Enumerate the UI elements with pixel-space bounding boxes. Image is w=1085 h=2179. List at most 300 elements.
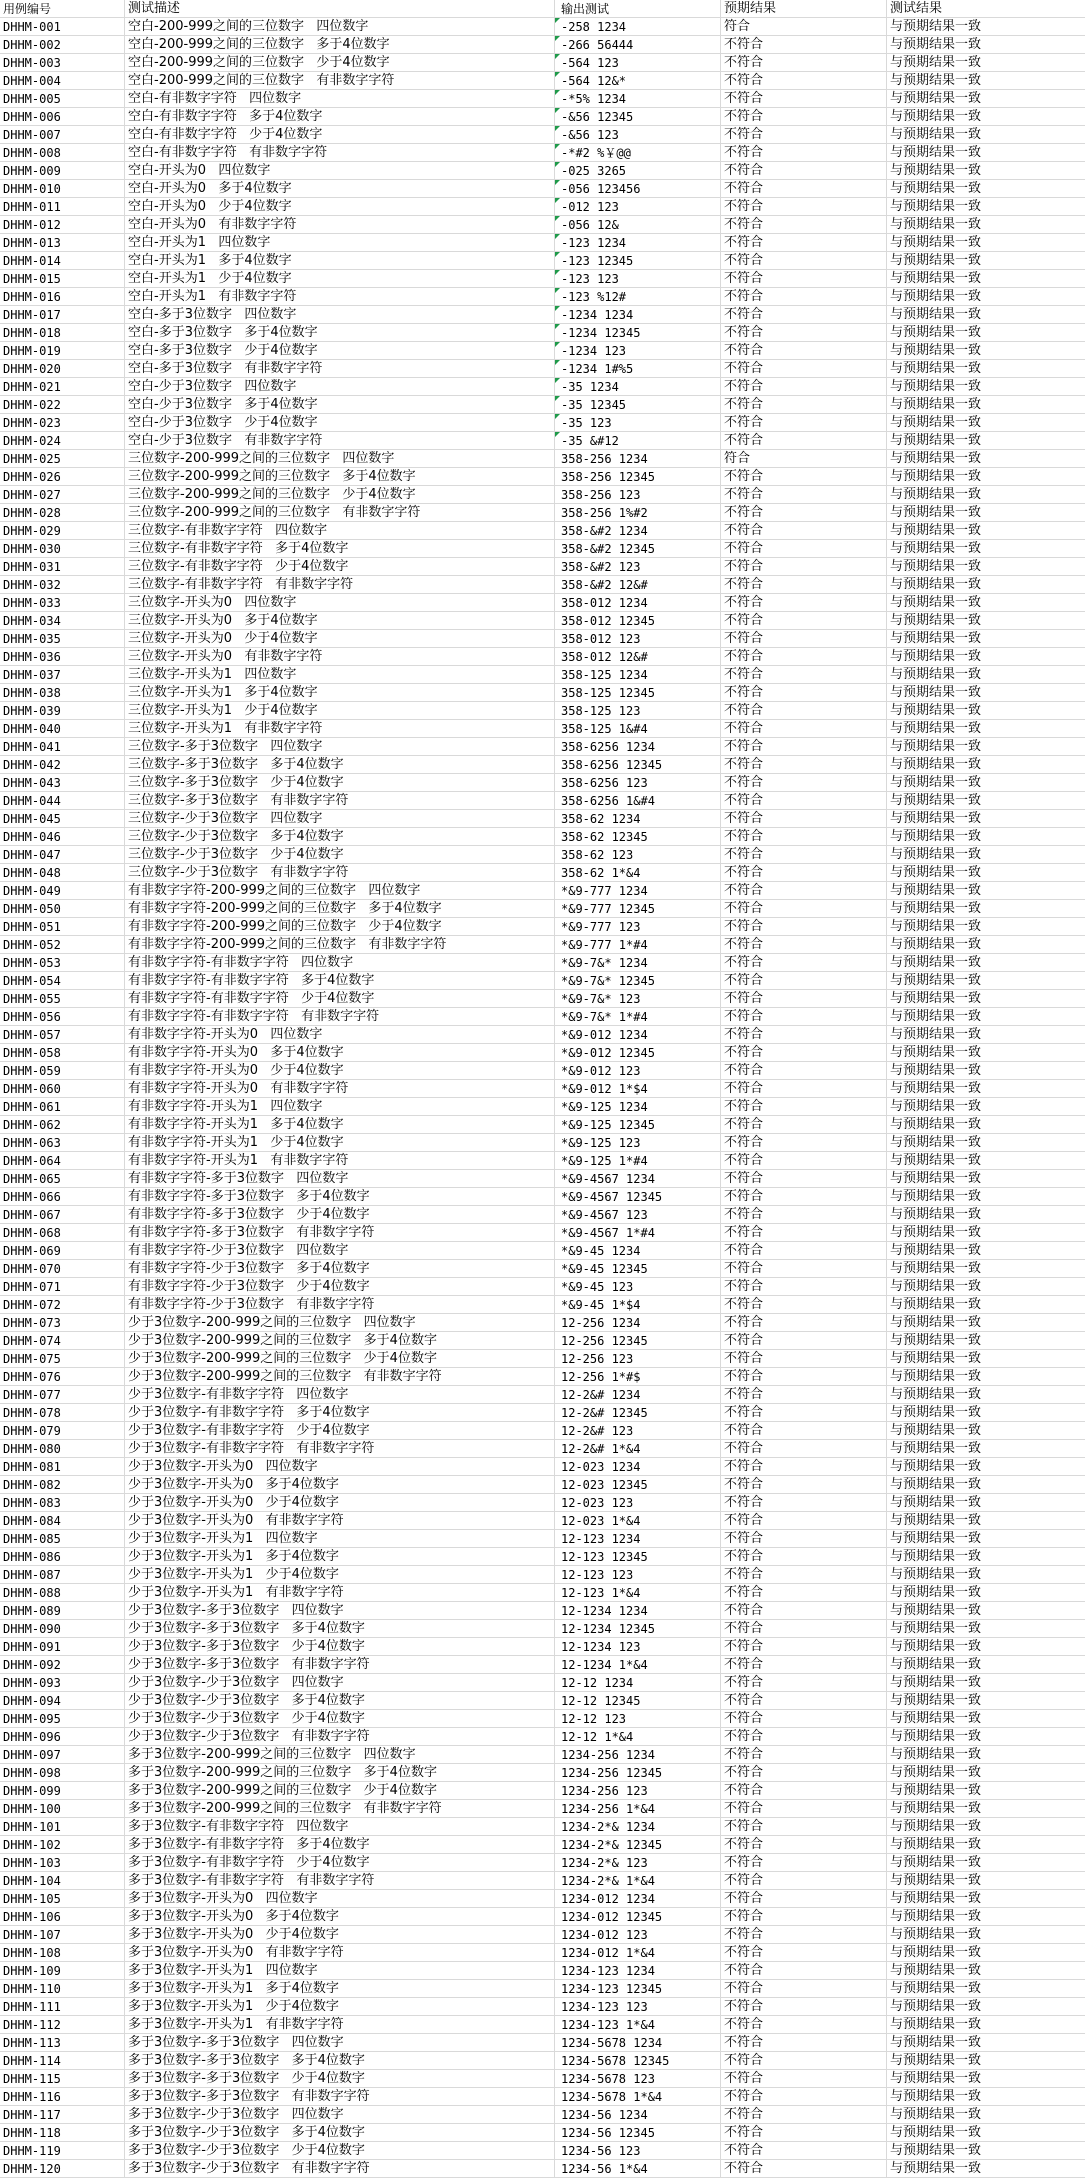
cell-expected[interactable] (721, 756, 887, 773)
cell-expected[interactable] (721, 864, 887, 881)
cell-expected[interactable] (721, 216, 887, 233)
cell-desc[interactable] (125, 1350, 555, 1367)
cell-desc[interactable] (125, 234, 555, 251)
cell-result[interactable] (887, 180, 1085, 197)
cell-result[interactable] (887, 1602, 1085, 1619)
cell-expected[interactable] (721, 1008, 887, 1025)
cell-desc[interactable] (125, 1692, 555, 1709)
cell-expected[interactable] (721, 108, 887, 125)
cell-result[interactable] (887, 1800, 1085, 1817)
cell-result[interactable] (887, 1908, 1085, 1925)
cell-expected[interactable] (721, 288, 887, 305)
cell-result[interactable] (887, 594, 1085, 611)
cell-input[interactable] (555, 684, 721, 701)
cell-expected[interactable] (721, 1116, 887, 1133)
cell-input[interactable] (555, 252, 721, 269)
cell-id[interactable] (0, 1908, 125, 1925)
cell-id[interactable] (0, 1656, 125, 1673)
cell-desc[interactable] (125, 1242, 555, 1259)
cell-id[interactable] (0, 972, 125, 989)
cell-desc[interactable] (125, 1548, 555, 1565)
cell-input[interactable] (555, 1386, 721, 1403)
cell-expected[interactable] (721, 1908, 887, 1925)
cell-desc[interactable] (125, 756, 555, 773)
cell-result[interactable] (887, 1476, 1085, 1493)
cell-result[interactable] (887, 1386, 1085, 1403)
cell-expected[interactable] (721, 1080, 887, 1097)
cell-input[interactable] (555, 774, 721, 791)
cell-result[interactable] (887, 900, 1085, 917)
cell-result[interactable] (887, 1872, 1085, 1889)
cell-id[interactable] (0, 414, 125, 431)
cell-id[interactable] (0, 234, 125, 251)
cell-desc[interactable] (125, 1746, 555, 1763)
cell-id[interactable] (0, 378, 125, 395)
cell-expected[interactable] (721, 360, 887, 377)
cell-expected[interactable] (721, 1566, 887, 1583)
cell-desc[interactable] (125, 1098, 555, 1115)
cell-expected[interactable] (721, 1044, 887, 1061)
cell-expected[interactable] (721, 1242, 887, 1259)
cell-id[interactable] (0, 1134, 125, 1151)
cell-result[interactable] (887, 1944, 1085, 1961)
cell-input[interactable] (555, 1188, 721, 1205)
cell-expected[interactable] (721, 306, 887, 323)
cell-id[interactable] (0, 1854, 125, 1871)
cell-result[interactable] (887, 1854, 1085, 1871)
cell-id[interactable] (0, 1260, 125, 1277)
cell-input[interactable] (555, 288, 721, 305)
cell-expected[interactable] (721, 1782, 887, 1799)
cell-desc[interactable] (125, 558, 555, 575)
cell-id[interactable] (0, 1116, 125, 1133)
cell-input[interactable] (555, 360, 721, 377)
cell-desc[interactable] (125, 2124, 555, 2141)
cell-desc[interactable] (125, 1458, 555, 1475)
cell-id[interactable] (0, 810, 125, 827)
cell-input[interactable] (555, 432, 721, 449)
cell-result[interactable] (887, 1764, 1085, 1781)
cell-input[interactable] (555, 1764, 721, 1781)
cell-id[interactable] (0, 1584, 125, 1601)
cell-desc[interactable] (125, 1296, 555, 1313)
cell-result[interactable] (887, 972, 1085, 989)
cell-result[interactable] (887, 198, 1085, 215)
cell-id[interactable] (0, 1728, 125, 1745)
cell-input[interactable] (555, 972, 721, 989)
cell-expected[interactable] (721, 846, 887, 863)
cell-input[interactable] (555, 738, 721, 755)
cell-expected[interactable] (721, 2016, 887, 2033)
cell-input[interactable] (555, 1314, 721, 1331)
cell-id[interactable] (0, 1674, 125, 1691)
cell-id[interactable] (0, 1098, 125, 1115)
cell-id[interactable] (0, 1080, 125, 1097)
cell-input[interactable] (555, 1836, 721, 1853)
cell-desc[interactable] (125, 72, 555, 89)
cell-desc[interactable] (125, 720, 555, 737)
cell-expected[interactable] (721, 594, 887, 611)
cell-expected[interactable] (721, 414, 887, 431)
cell-input[interactable] (555, 954, 721, 971)
cell-input[interactable] (555, 396, 721, 413)
cell-expected[interactable] (721, 72, 887, 89)
cell-expected[interactable] (721, 90, 887, 107)
cell-expected[interactable] (721, 648, 887, 665)
cell-desc[interactable] (125, 792, 555, 809)
cell-result[interactable] (887, 1728, 1085, 1745)
cell-id[interactable] (0, 1962, 125, 1979)
cell-desc[interactable] (125, 882, 555, 899)
cell-id[interactable] (0, 162, 125, 179)
cell-id[interactable] (0, 1566, 125, 1583)
cell-expected[interactable] (721, 1926, 887, 1943)
cell-input[interactable] (555, 1890, 721, 1907)
cell-expected[interactable] (721, 1818, 887, 1835)
cell-expected[interactable] (721, 1710, 887, 1727)
cell-desc[interactable] (125, 1368, 555, 1385)
cell-desc[interactable] (125, 396, 555, 413)
cell-input[interactable] (555, 1152, 721, 1169)
cell-desc[interactable] (125, 540, 555, 557)
cell-id[interactable] (0, 1530, 125, 1547)
cell-desc[interactable] (125, 1980, 555, 1997)
cell-input[interactable] (555, 126, 721, 143)
cell-id[interactable] (0, 2124, 125, 2141)
cell-expected[interactable] (721, 936, 887, 953)
cell-expected[interactable] (721, 2160, 887, 2177)
cell-result[interactable] (887, 756, 1085, 773)
cell-result[interactable] (887, 1026, 1085, 1043)
cell-id[interactable] (0, 2016, 125, 2033)
cell-result[interactable] (887, 90, 1085, 107)
cell-desc[interactable] (125, 468, 555, 485)
cell-result[interactable] (887, 1494, 1085, 1511)
cell-input[interactable] (555, 1116, 721, 1133)
cell-input[interactable] (555, 1782, 721, 1799)
cell-id[interactable] (0, 918, 125, 935)
cell-result[interactable] (887, 36, 1085, 53)
cell-id[interactable] (0, 1476, 125, 1493)
cell-result[interactable] (887, 738, 1085, 755)
cell-input[interactable] (555, 1062, 721, 1079)
cell-id[interactable] (0, 1404, 125, 1421)
cell-result[interactable] (887, 54, 1085, 71)
cell-id[interactable] (0, 684, 125, 701)
cell-result[interactable] (887, 2088, 1085, 2105)
cell-id[interactable] (0, 504, 125, 521)
cell-result[interactable] (887, 1782, 1085, 1799)
cell-expected[interactable] (721, 1512, 887, 1529)
cell-input[interactable] (555, 198, 721, 215)
cell-desc[interactable] (125, 2142, 555, 2159)
cell-desc[interactable] (125, 36, 555, 53)
cell-id[interactable] (0, 1872, 125, 1889)
cell-result[interactable] (887, 1008, 1085, 1025)
cell-input[interactable] (555, 1746, 721, 1763)
cell-input[interactable] (555, 1260, 721, 1277)
cell-input[interactable] (555, 1584, 721, 1601)
cell-expected[interactable] (721, 576, 887, 593)
cell-desc[interactable] (125, 1260, 555, 1277)
cell-input[interactable] (555, 1710, 721, 1727)
cell-desc[interactable] (125, 1206, 555, 1223)
cell-result[interactable] (887, 882, 1085, 899)
cell-expected[interactable] (721, 450, 887, 467)
cell-result[interactable] (887, 396, 1085, 413)
cell-desc[interactable] (125, 216, 555, 233)
cell-input[interactable] (555, 1368, 721, 1385)
cell-result[interactable] (887, 18, 1085, 35)
cell-expected[interactable] (721, 540, 887, 557)
cell-id[interactable] (0, 2034, 125, 2051)
cell-input[interactable] (555, 1224, 721, 1241)
cell-expected[interactable] (721, 486, 887, 503)
cell-id[interactable] (0, 594, 125, 611)
cell-expected[interactable] (721, 1872, 887, 1889)
cell-result[interactable] (887, 450, 1085, 467)
cell-result[interactable] (887, 702, 1085, 719)
cell-expected[interactable] (721, 900, 887, 917)
cell-input[interactable] (555, 2070, 721, 2087)
cell-expected[interactable] (721, 396, 887, 413)
cell-expected[interactable] (721, 828, 887, 845)
cell-expected[interactable] (721, 2088, 887, 2105)
cell-desc[interactable] (125, 846, 555, 863)
cell-input[interactable] (555, 2160, 721, 2177)
cell-result[interactable] (887, 324, 1085, 341)
cell-result[interactable] (887, 1332, 1085, 1349)
cell-expected[interactable] (721, 1998, 887, 2015)
cell-desc[interactable] (125, 90, 555, 107)
cell-input[interactable] (555, 486, 721, 503)
cell-input[interactable] (555, 828, 721, 845)
cell-id[interactable] (0, 198, 125, 215)
cell-expected[interactable] (721, 990, 887, 1007)
cell-expected[interactable] (721, 558, 887, 575)
cell-expected[interactable] (721, 1170, 887, 1187)
cell-id[interactable] (0, 900, 125, 917)
cell-expected[interactable] (721, 234, 887, 251)
cell-result[interactable] (887, 936, 1085, 953)
cell-result[interactable] (887, 1080, 1085, 1097)
cell-id[interactable] (0, 1602, 125, 1619)
cell-expected[interactable] (721, 252, 887, 269)
cell-result[interactable] (887, 792, 1085, 809)
cell-input[interactable] (555, 810, 721, 827)
cell-input[interactable] (555, 324, 721, 341)
cell-input[interactable] (555, 1674, 721, 1691)
cell-input[interactable] (555, 1998, 721, 2015)
cell-id[interactable] (0, 1944, 125, 1961)
cell-expected[interactable] (721, 1422, 887, 1439)
cell-input[interactable] (555, 234, 721, 251)
cell-expected[interactable] (721, 1404, 887, 1421)
cell-id[interactable] (0, 360, 125, 377)
cell-expected[interactable] (721, 1386, 887, 1403)
cell-id[interactable] (0, 18, 125, 35)
cell-input[interactable] (555, 1512, 721, 1529)
cell-result[interactable] (887, 504, 1085, 521)
cell-result[interactable] (887, 1530, 1085, 1547)
cell-desc[interactable] (125, 1836, 555, 1853)
cell-input[interactable] (555, 1692, 721, 1709)
cell-id[interactable] (0, 540, 125, 557)
cell-id[interactable] (0, 396, 125, 413)
cell-result[interactable] (887, 1224, 1085, 1241)
cell-input[interactable] (555, 1026, 721, 1043)
cell-input[interactable] (555, 468, 721, 485)
cell-result[interactable] (887, 1422, 1085, 1439)
cell-result[interactable] (887, 1926, 1085, 1943)
cell-result[interactable] (887, 126, 1085, 143)
cell-desc[interactable] (125, 1962, 555, 1979)
cell-result[interactable] (887, 1170, 1085, 1187)
cell-expected[interactable] (721, 1674, 887, 1691)
cell-input[interactable] (555, 1494, 721, 1511)
cell-id[interactable] (0, 144, 125, 161)
cell-desc[interactable] (125, 738, 555, 755)
cell-input[interactable] (555, 1926, 721, 1943)
cell-result[interactable] (887, 1548, 1085, 1565)
cell-expected[interactable] (721, 342, 887, 359)
cell-id[interactable] (0, 468, 125, 485)
cell-result[interactable] (887, 108, 1085, 125)
cell-desc[interactable] (125, 126, 555, 143)
cell-id[interactable] (0, 54, 125, 71)
cell-input[interactable] (555, 1728, 721, 1745)
cell-expected[interactable] (721, 720, 887, 737)
cell-input[interactable] (555, 846, 721, 863)
cell-desc[interactable] (125, 666, 555, 683)
cell-desc[interactable] (125, 108, 555, 125)
cell-id[interactable] (0, 936, 125, 953)
cell-expected[interactable] (721, 1098, 887, 1115)
cell-id[interactable] (0, 1242, 125, 1259)
cell-desc[interactable] (125, 1494, 555, 1511)
cell-id[interactable] (0, 1638, 125, 1655)
cell-id[interactable] (0, 756, 125, 773)
header-result[interactable]: 测试结果 (890, 1, 943, 16)
cell-desc[interactable] (125, 342, 555, 359)
cell-id[interactable] (0, 1062, 125, 1079)
cell-desc[interactable] (125, 1530, 555, 1547)
cell-result[interactable] (887, 486, 1085, 503)
cell-id[interactable] (0, 846, 125, 863)
header-desc[interactable]: 测试描述 (125, 0, 555, 17)
cell-id[interactable] (0, 1746, 125, 1763)
cell-result[interactable] (887, 576, 1085, 593)
cell-result[interactable] (887, 1998, 1085, 2015)
cell-desc[interactable] (125, 1512, 555, 1529)
cell-id[interactable] (0, 342, 125, 359)
cell-result[interactable] (887, 1692, 1085, 1709)
cell-desc[interactable] (125, 576, 555, 593)
cell-expected[interactable] (721, 36, 887, 53)
cell-desc[interactable] (125, 270, 555, 287)
cell-input[interactable] (555, 540, 721, 557)
cell-id[interactable] (0, 1422, 125, 1439)
cell-expected[interactable] (721, 378, 887, 395)
cell-input[interactable] (555, 2106, 721, 2123)
cell-result[interactable] (887, 1062, 1085, 1079)
cell-desc[interactable] (125, 2160, 555, 2177)
cell-id[interactable] (0, 2160, 125, 2177)
cell-desc[interactable] (125, 144, 555, 161)
cell-input[interactable] (555, 1044, 721, 1061)
cell-desc[interactable] (125, 432, 555, 449)
cell-input[interactable] (555, 1602, 721, 1619)
cell-input[interactable] (555, 756, 721, 773)
cell-input[interactable] (555, 2142, 721, 2159)
cell-desc[interactable] (125, 1620, 555, 1637)
cell-id[interactable] (0, 1188, 125, 1205)
cell-input[interactable] (555, 594, 721, 611)
cell-desc[interactable] (125, 1584, 555, 1601)
cell-desc[interactable] (125, 1080, 555, 1097)
cell-result[interactable] (887, 1890, 1085, 1907)
cell-input[interactable] (555, 378, 721, 395)
cell-result[interactable] (887, 1260, 1085, 1277)
cell-desc[interactable] (125, 198, 555, 215)
cell-input[interactable] (555, 702, 721, 719)
cell-result[interactable] (887, 1044, 1085, 1061)
cell-result[interactable] (887, 648, 1085, 665)
cell-id[interactable] (0, 1026, 125, 1043)
cell-desc[interactable] (125, 1656, 555, 1673)
cell-desc[interactable] (125, 1800, 555, 1817)
cell-result[interactable] (887, 1278, 1085, 1295)
cell-id[interactable] (0, 288, 125, 305)
cell-expected[interactable] (721, 1944, 887, 1961)
cell-desc[interactable] (125, 774, 555, 791)
cell-result[interactable] (887, 2160, 1085, 2177)
cell-desc[interactable] (125, 414, 555, 431)
cell-result[interactable] (887, 288, 1085, 305)
cell-input[interactable] (555, 1422, 721, 1439)
cell-desc[interactable] (125, 1044, 555, 1061)
cell-desc[interactable] (125, 1314, 555, 1331)
cell-id[interactable] (0, 2052, 125, 2069)
cell-desc[interactable] (125, 180, 555, 197)
cell-id[interactable] (0, 954, 125, 971)
cell-desc[interactable] (125, 162, 555, 179)
cell-desc[interactable] (125, 1710, 555, 1727)
cell-desc[interactable] (125, 450, 555, 467)
cell-result[interactable] (887, 846, 1085, 863)
cell-result[interactable] (887, 2106, 1085, 2123)
cell-result[interactable] (887, 864, 1085, 881)
cell-input[interactable] (555, 1332, 721, 1349)
cell-id[interactable] (0, 720, 125, 737)
cell-result[interactable] (887, 2070, 1085, 2087)
cell-input[interactable] (555, 1296, 721, 1313)
cell-expected[interactable] (721, 1278, 887, 1295)
cell-desc[interactable] (125, 18, 555, 35)
cell-expected[interactable] (721, 1296, 887, 1313)
cell-id[interactable] (0, 1386, 125, 1403)
cell-expected[interactable] (721, 1962, 887, 1979)
cell-input[interactable] (555, 1800, 721, 1817)
cell-result[interactable] (887, 1836, 1085, 1853)
cell-expected[interactable] (721, 1332, 887, 1349)
cell-id[interactable] (0, 1314, 125, 1331)
cell-input[interactable] (555, 72, 721, 89)
cell-id[interactable] (0, 270, 125, 287)
cell-expected[interactable] (721, 972, 887, 989)
cell-input[interactable] (555, 576, 721, 593)
cell-input[interactable] (555, 630, 721, 647)
